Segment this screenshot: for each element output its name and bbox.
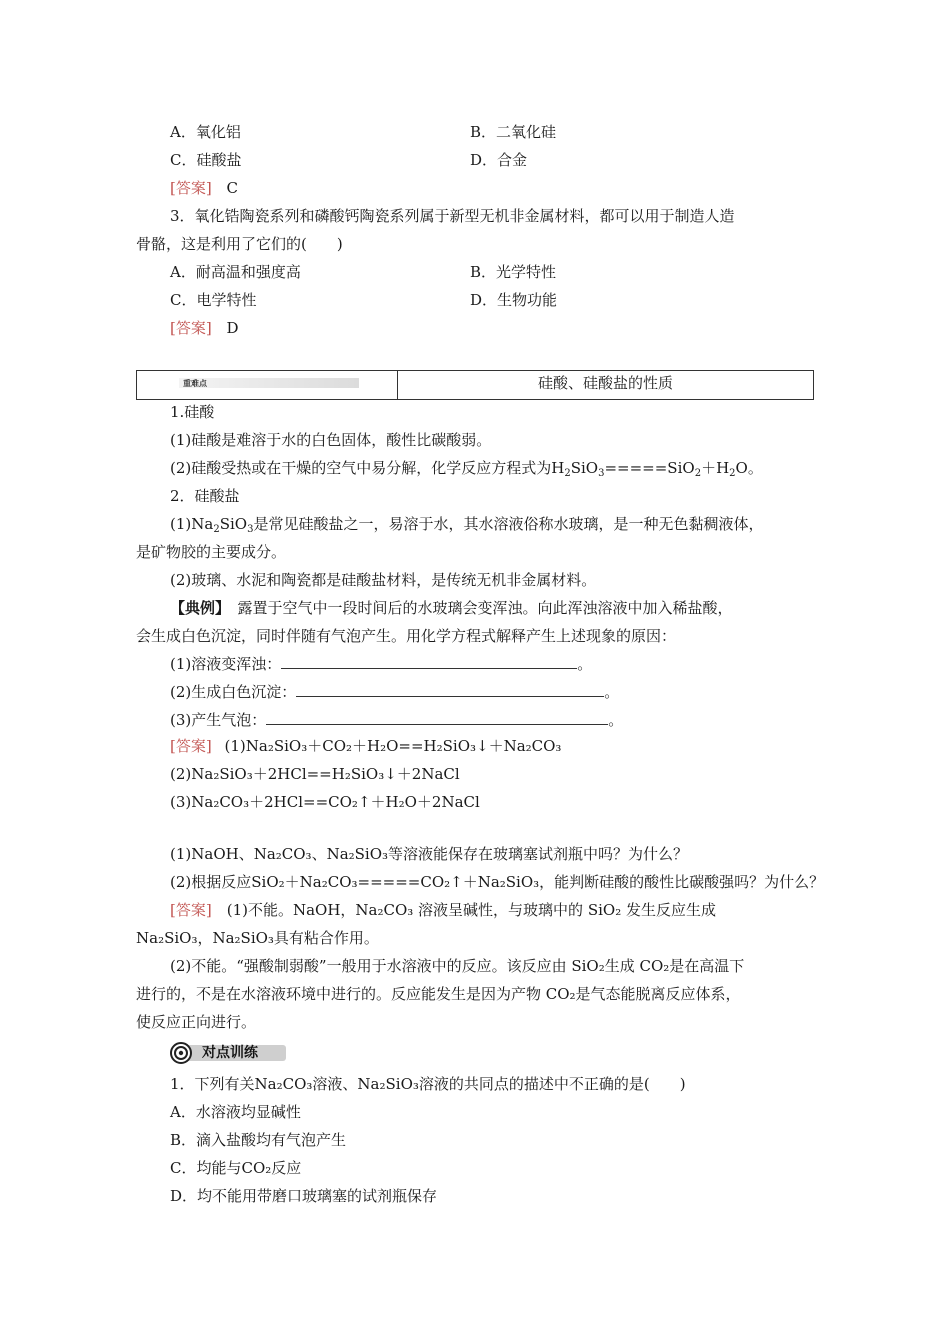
example-answer-1: [答案] (1)Na₂SiO₃＋CO₂＋H₂O==H₂SiO₃↓＋Na₂CO₃: [170, 737, 562, 755]
practice-q1-option-d: D．均不能用带磨口玻璃塞的试剂瓶保存: [170, 1187, 438, 1205]
discussion-answer-line3: (2)不能。“强酸制弱酸”一般用于水溶液中的反应。该反应由 SiO₂生成 CO₂是在高温下: [170, 957, 745, 975]
example-answer-3: (3)Na₂CO₃＋2HCl==CO₂↑＋H₂O＋2NaCl: [170, 793, 480, 811]
practice-badge: [170, 1042, 288, 1064]
section1-p2: (2)硅酸受热或在干燥的空气中易分解，化学反应方程式为$H_2SiO_3=====SiO_2+H_2O$。: [170, 459, 763, 479]
discussion-answer-line2: Na₂SiO₃，Na₂SiO₃具有粘合作用。: [136, 929, 379, 947]
example-blank-1: (1)溶液变浑浊： 。: [170, 655, 593, 673]
q3-stem-line1: 3．氧化锆陶瓷系列和磷酸钙陶瓷系列属于新型无机非金属材料，都可以用于制造人造: [170, 207, 735, 225]
section2-p2: (2)玻璃、水泥和陶瓷都是硅酸盐材料，是传统无机非金属材料。: [170, 571, 597, 589]
q2-answer: [170, 178, 238, 198]
practice-title: 对点训练: [202, 1045, 258, 1061]
q2-option-d: D．合金: [470, 151, 528, 169]
topic-tag: 重难点: [179, 378, 359, 388]
answer-value: D: [226, 319, 239, 337]
section2-heading: 2．硅酸盐: [170, 487, 240, 505]
example-stem-line2: 会生成白色沉淀，同时伴随有气泡产生。用化学方程式解释产生上述现象的原因：: [136, 627, 677, 645]
topic-title: 硅酸、硅酸盐的性质: [537, 374, 673, 392]
answer-label: [答案]: [170, 901, 212, 919]
example-label: 【典例】: [170, 599, 223, 617]
discussion-q2: (2)根据反应SiO₂＋Na₂CO₃=====CO₂↑＋Na₂SiO₃，能判断硅酸的酸性比碳酸强吗？为什么？: [170, 873, 825, 891]
section2-p1: $(1)Na_2SiO_3$是常见硅酸盐之一，易溶于水，其水溶液俗称水玻璃，是一种无色黏稠液体，: [170, 515, 764, 535]
discussion-answer-line5: 使反应正向进行。: [136, 1013, 257, 1031]
q2-option-b: B．二氧化硅: [470, 123, 557, 141]
example-stem-line1: 【典例】 露置于空气中一段时间后的水玻璃会变浑浊。向此浑浊溶液中加入稀盐酸，: [170, 599, 733, 617]
section1-heading: 1.硅酸: [170, 403, 215, 421]
q3-option-a: A．耐高温和强度高: [170, 263, 301, 281]
answer-value: C: [226, 179, 238, 197]
practice-q1-option-b: B．滴入盐酸均有气泡产生: [170, 1131, 347, 1149]
q2-option-a: A．氧化铝: [170, 123, 241, 141]
section1-p1: (1)硅酸是难溶于水的白色固体，酸性比碳酸弱。: [170, 431, 492, 449]
discussion-answer-line1: [答案] (1)不能。NaOH，Na₂CO₃ 溶液呈碱性，与玻璃中的 SiO₂ 发生反应生成: [170, 901, 716, 919]
section2-p1-line2: 是矿物胶的主要成分。: [136, 543, 287, 561]
q3-answer: [170, 318, 239, 338]
q2-option-c: C．硅酸盐: [170, 151, 242, 169]
answer-label: [答案]: [170, 179, 212, 197]
example-answer-2: (2)Na₂SiO₃＋2HCl==H₂SiO₃↓＋2NaCl: [170, 765, 460, 783]
practice-q1-stem: 1．下列有关Na₂CO₃溶液、Na₂SiO₃溶液的共同点的描述中不正确的是( ): [170, 1075, 686, 1093]
topic-header: [136, 370, 814, 400]
q3-option-c: C．电学特性: [170, 291, 257, 309]
topic-tag-cell: [137, 371, 398, 399]
answer-label: [答案]: [170, 737, 212, 755]
example-blank-3: (3)产生气泡： 。: [170, 711, 624, 729]
practice-q1-option-c: C．均能与CO₂反应: [170, 1159, 302, 1177]
practice-q1-option-a: A．水溶液均显碱性: [170, 1103, 301, 1121]
q3-option-d: D．生物功能: [470, 291, 558, 309]
example-blank-2: (2)生成白色沉淀： 。: [170, 683, 620, 701]
q3-stem-line2: 骨骼，这是利用了它们的( ): [136, 235, 343, 253]
q3-option-b: B．光学特性: [470, 263, 557, 281]
discussion-answer-line4: 进行的，不是在水溶液环境中进行的。反应能发生是因为产物 CO₂是气态能脱离反应体系，: [136, 985, 741, 1003]
answer-label: [答案]: [170, 319, 212, 337]
discussion-q1: (1)NaOH、Na₂CO₃、Na₂SiO₃等溶液能保存在玻璃塞试剂瓶中吗？为什么？: [170, 845, 689, 863]
